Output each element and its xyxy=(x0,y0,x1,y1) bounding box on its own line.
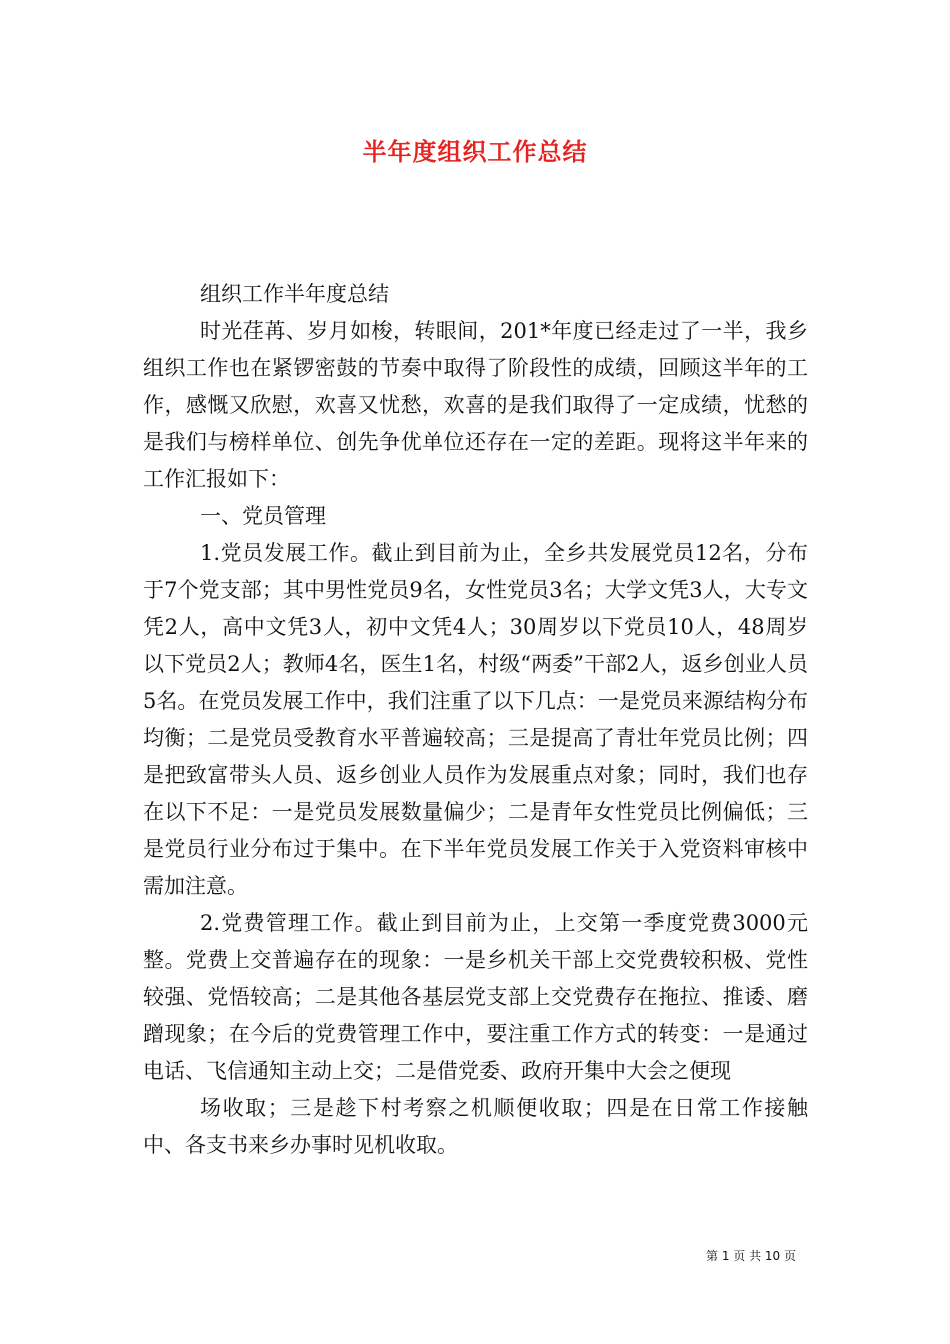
paragraph-intro: 时光荏苒、岁月如梭，转眼间，201*年度已经走过了一半，我乡组织工作也在紧锣密鼓的节奏中取得了阶段性的成绩，回顾这半年的工作，感慨又欣慰，欢喜又忧愁，欢喜的是我们取得了一定成绩，忧愁的是我们与榜样单位、创先争优单位还存在一定的差距。现将这半年来的工作汇报如下： xyxy=(143,319,808,491)
document-body xyxy=(143,276,808,1164)
paragraph-dues-management: 2.党费管理工作。截止到目前为止，上交第一季度党费3000元整。党费上交普遍存在的现象：一是乡机关干部上交党费较积极、党性较强、党悟较高；二是其他各基层党支部上交党费存在拖拉、推诿、磨蹭现象；在今后的党费管理工作中，要注重工作方式的转变：一是通过电话、飞信通知主动上交；二是借党委、政府开集中大会之便现 xyxy=(143,911,808,1083)
page-number: 第 1 页 共 10 页 xyxy=(706,1249,796,1263)
paragraph-subtitle: 组织工作半年度总结 xyxy=(200,282,389,306)
paragraph-member-development: 1.党员发展工作。截止到目前为止，全乡共发展党员12名，分布于7个党支部；其中男性党员9名，女性党员3名；大学文凭3人，大专文凭2人，高中文凭3人，初中文凭4人；30周岁以下党员10人，48周岁以下党员2人；教师4名，医生1名，村级“两委”干部2人，返乡创业人员5名。在党员发展工作中，我们注重了以下几点：一是党员来源结构分布均衡；二是党员受教育水平普遍较高；三是提高了青壮年党员比例；四是把致富带头人员、返乡创业人员作为发展重点对象；同时，我们也存在以下不足：一是党员发展数量偏少；二是青年女性党员比例偏低；三是党员行业分布过于集中。在下半年党员发展工作关于入党资料审核中需加注意。 xyxy=(143,541,808,898)
section-heading: 一、党员管理 xyxy=(200,504,326,528)
page-title: 半年度组织工作总结 xyxy=(362,138,588,166)
paragraph-dues-continued: 场收取；三是趁下村考察之机顺便收取；四是在日常工作接触中、各支书来乡办事时见机收取。 xyxy=(143,1096,808,1157)
